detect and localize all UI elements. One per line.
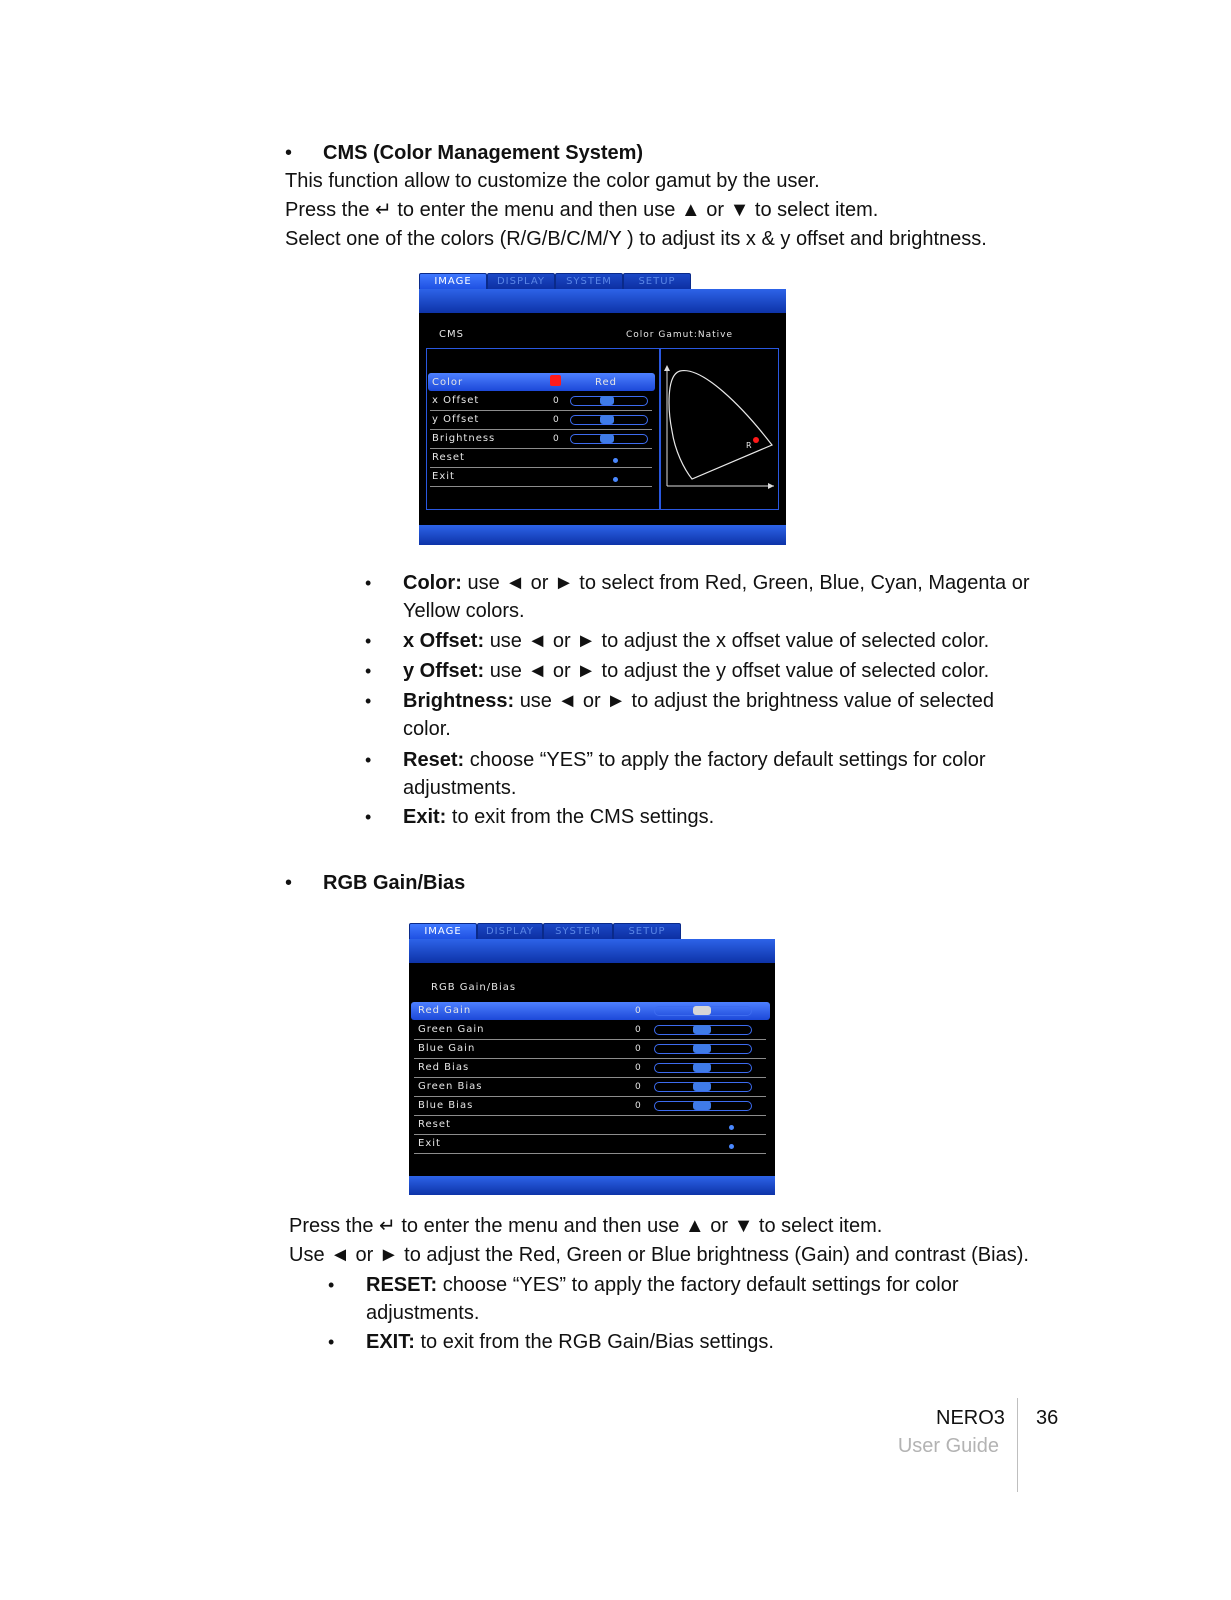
- enter-icon: [613, 458, 618, 463]
- row-label-color: Color: [432, 377, 464, 388]
- tab-image: IMAGE: [419, 273, 487, 290]
- gamut-point-label: R: [746, 441, 752, 450]
- cms-item-x-offset: [403, 627, 989, 655]
- color-gamut-diagram: [662, 361, 777, 491]
- row-divider: [414, 1096, 766, 1097]
- row-value-blue-bias: 0: [635, 1101, 642, 1111]
- enter-icon: [613, 477, 618, 482]
- tab-display: DISPLAY: [477, 923, 543, 940]
- item-term: EXIT:: [366, 1331, 415, 1353]
- rgb-item-reset: [366, 1271, 959, 1299]
- row-value-brightness: 0: [553, 434, 560, 444]
- page-number: 36: [1036, 1407, 1059, 1429]
- row-value-x-offset: 0: [553, 396, 560, 406]
- bullet: •: [328, 1275, 335, 1295]
- item-term: Color:: [403, 572, 462, 594]
- rgb-item-exit: [366, 1328, 774, 1356]
- item-continuation: adjustments.: [366, 1302, 480, 1324]
- item-text: use ◄ or ► to adjust the y offset value of selected color.: [489, 660, 990, 682]
- row-label-green-gain: Green Gain: [418, 1024, 485, 1035]
- row-label-blue-gain: Blue Gain: [418, 1043, 476, 1054]
- bullet: •: [365, 691, 372, 711]
- rgb-osd-screenshot: [409, 921, 775, 1195]
- row-label-exit: Exit: [432, 471, 455, 482]
- row-value-green-gain: 0: [635, 1025, 642, 1035]
- item-continuation: Yellow colors.: [403, 600, 525, 622]
- row-label-reset: Reset: [418, 1119, 451, 1130]
- brightness-slider: [570, 434, 648, 444]
- cms-item-brightness: [403, 687, 994, 715]
- row-label-red-bias: Red Bias: [418, 1062, 470, 1073]
- osd-bottom-band: [419, 525, 786, 545]
- cms-item-exit: [403, 803, 714, 831]
- slider-knob: [693, 1044, 711, 1053]
- item-text: to exit from the RGB Gain/Bias settings.: [420, 1331, 774, 1353]
- bullet: •: [365, 807, 372, 827]
- slider-knob: [600, 415, 614, 424]
- cms-heading: CMS (Color Management System): [323, 142, 644, 164]
- bullet: •: [365, 631, 372, 651]
- row-value-color: Red: [595, 377, 617, 388]
- gamut-y-arrow: [664, 365, 670, 371]
- item-text: choose “YES” to apply the factory default settings for color: [469, 749, 986, 771]
- rgb-heading: RGB Gain/Bias: [323, 872, 466, 894]
- item-continuation: adjustments.: [403, 777, 517, 799]
- row-value-blue-gain: 0: [635, 1044, 642, 1054]
- row-divider: [430, 467, 652, 468]
- row-divider: [430, 486, 652, 487]
- row-divider: [414, 1115, 766, 1116]
- item-text: to exit from the CMS settings.: [451, 806, 715, 828]
- bullet: •: [328, 1332, 335, 1352]
- rgb-instruction-line1: Press the ↵ to enter the menu and then use ▲ or ▼ to select item.: [289, 1215, 883, 1237]
- item-term: Brightness:: [403, 690, 515, 712]
- footer-divider: [1017, 1398, 1018, 1492]
- item-term: x Offset:: [403, 630, 485, 652]
- osd-top-band: [409, 939, 775, 963]
- row-label-blue-bias: Blue Bias: [418, 1100, 474, 1111]
- blue-gain-slider: [654, 1044, 752, 1054]
- item-term: y Offset:: [403, 660, 485, 682]
- item-continuation: color.: [403, 718, 451, 740]
- green-gain-slider: [654, 1025, 752, 1035]
- enter-icon: [729, 1125, 734, 1130]
- tab-setup: SETUP: [613, 923, 681, 940]
- slider-knob: [693, 1063, 711, 1072]
- tab-system: SYSTEM: [543, 923, 613, 940]
- item-term: Exit:: [403, 806, 447, 828]
- bullet: •: [365, 573, 372, 593]
- osd-title: CMS: [439, 329, 464, 340]
- item-text: use ◄ or ► to select from Red, Green, Blue, Cyan, Magenta or: [467, 572, 1030, 594]
- tab-image: IMAGE: [409, 923, 477, 940]
- red-gain-slider: [654, 1006, 752, 1016]
- row-label-y-offset: y Offset: [432, 414, 480, 425]
- osd-title: RGB Gain/Bias: [431, 982, 517, 993]
- item-text: choose “YES” to apply the factory default settings for color: [442, 1274, 959, 1296]
- row-value-red-gain: 0: [635, 1006, 642, 1016]
- y-offset-slider: [570, 415, 648, 425]
- gamut-horseshoe: [669, 371, 772, 479]
- row-label-brightness: Brightness: [432, 433, 496, 444]
- cms-intro-line1: This function allow to customize the color gamut by the user.: [285, 170, 820, 192]
- cms-intro-line3: Select one of the colors (R/G/B/C/M/Y ) to adjust its x & y offset and brightness.: [285, 228, 987, 250]
- gamut-x-arrow: [768, 483, 774, 489]
- bullet: •: [365, 661, 372, 681]
- tab-display: DISPLAY: [487, 273, 555, 290]
- item-term: RESET:: [366, 1274, 438, 1296]
- osd-top-band: [419, 289, 786, 313]
- bullet: •: [285, 872, 293, 894]
- slider-knob: [693, 1006, 711, 1015]
- item-term: Reset:: [403, 749, 465, 771]
- tab-system: SYSTEM: [555, 273, 623, 290]
- item-text: use ◄ or ► to adjust the brightness value of selected: [519, 690, 994, 712]
- row-label-red-gain: Red Gain: [418, 1005, 472, 1016]
- slider-knob: [600, 396, 614, 405]
- row-divider: [430, 429, 652, 430]
- row-divider: [414, 1134, 766, 1135]
- row-label-reset: Reset: [432, 452, 465, 463]
- row-value-red-bias: 0: [635, 1063, 642, 1073]
- slider-knob: [600, 434, 614, 443]
- osd-bottom-band: [409, 1176, 775, 1195]
- blue-bias-slider: [654, 1101, 752, 1111]
- gamut-label: Color Gamut:Native: [626, 330, 734, 340]
- x-offset-slider: [570, 396, 648, 406]
- bullet: •: [365, 750, 372, 770]
- row-value-y-offset: 0: [553, 415, 560, 425]
- footer-product: NERO3: [936, 1407, 1005, 1429]
- row-label-x-offset: x Offset: [432, 395, 480, 406]
- slider-knob: [693, 1101, 711, 1110]
- cms-osd-screenshot: [419, 271, 786, 545]
- tab-setup: SETUP: [623, 273, 691, 290]
- cms-intro-line2: Press the ↵ to enter the menu and then use ▲ or ▼ to select item.: [285, 199, 879, 221]
- rgb-instruction-line2: Use ◄ or ► to adjust the Red, Green or Blue brightness (Gain) and contrast (Bias).: [289, 1244, 1029, 1266]
- osd-divider: [659, 349, 661, 509]
- row-divider: [414, 1039, 766, 1040]
- bullet: •: [285, 142, 293, 164]
- footer-subtitle: User Guide: [897, 1435, 999, 1457]
- row-divider: [430, 410, 652, 411]
- row-divider: [430, 448, 652, 449]
- row-divider: [414, 1153, 766, 1154]
- row-divider: [414, 1058, 766, 1059]
- slider-knob: [693, 1025, 711, 1034]
- gamut-red-point: [753, 437, 759, 443]
- row-divider: [414, 1077, 766, 1078]
- row-value-green-bias: 0: [635, 1082, 642, 1092]
- cms-item-reset: [403, 746, 986, 774]
- green-bias-slider: [654, 1082, 752, 1092]
- cms-item-y-offset: [403, 657, 989, 685]
- color-swatch: [550, 375, 561, 386]
- red-bias-slider: [654, 1063, 752, 1073]
- row-label-exit: Exit: [418, 1138, 441, 1149]
- item-text: use ◄ or ► to adjust the x offset value of selected color.: [489, 630, 990, 652]
- enter-icon: [729, 1144, 734, 1149]
- cms-item-color: [403, 569, 1067, 597]
- slider-knob: [693, 1082, 711, 1091]
- row-label-green-bias: Green Bias: [418, 1081, 483, 1092]
